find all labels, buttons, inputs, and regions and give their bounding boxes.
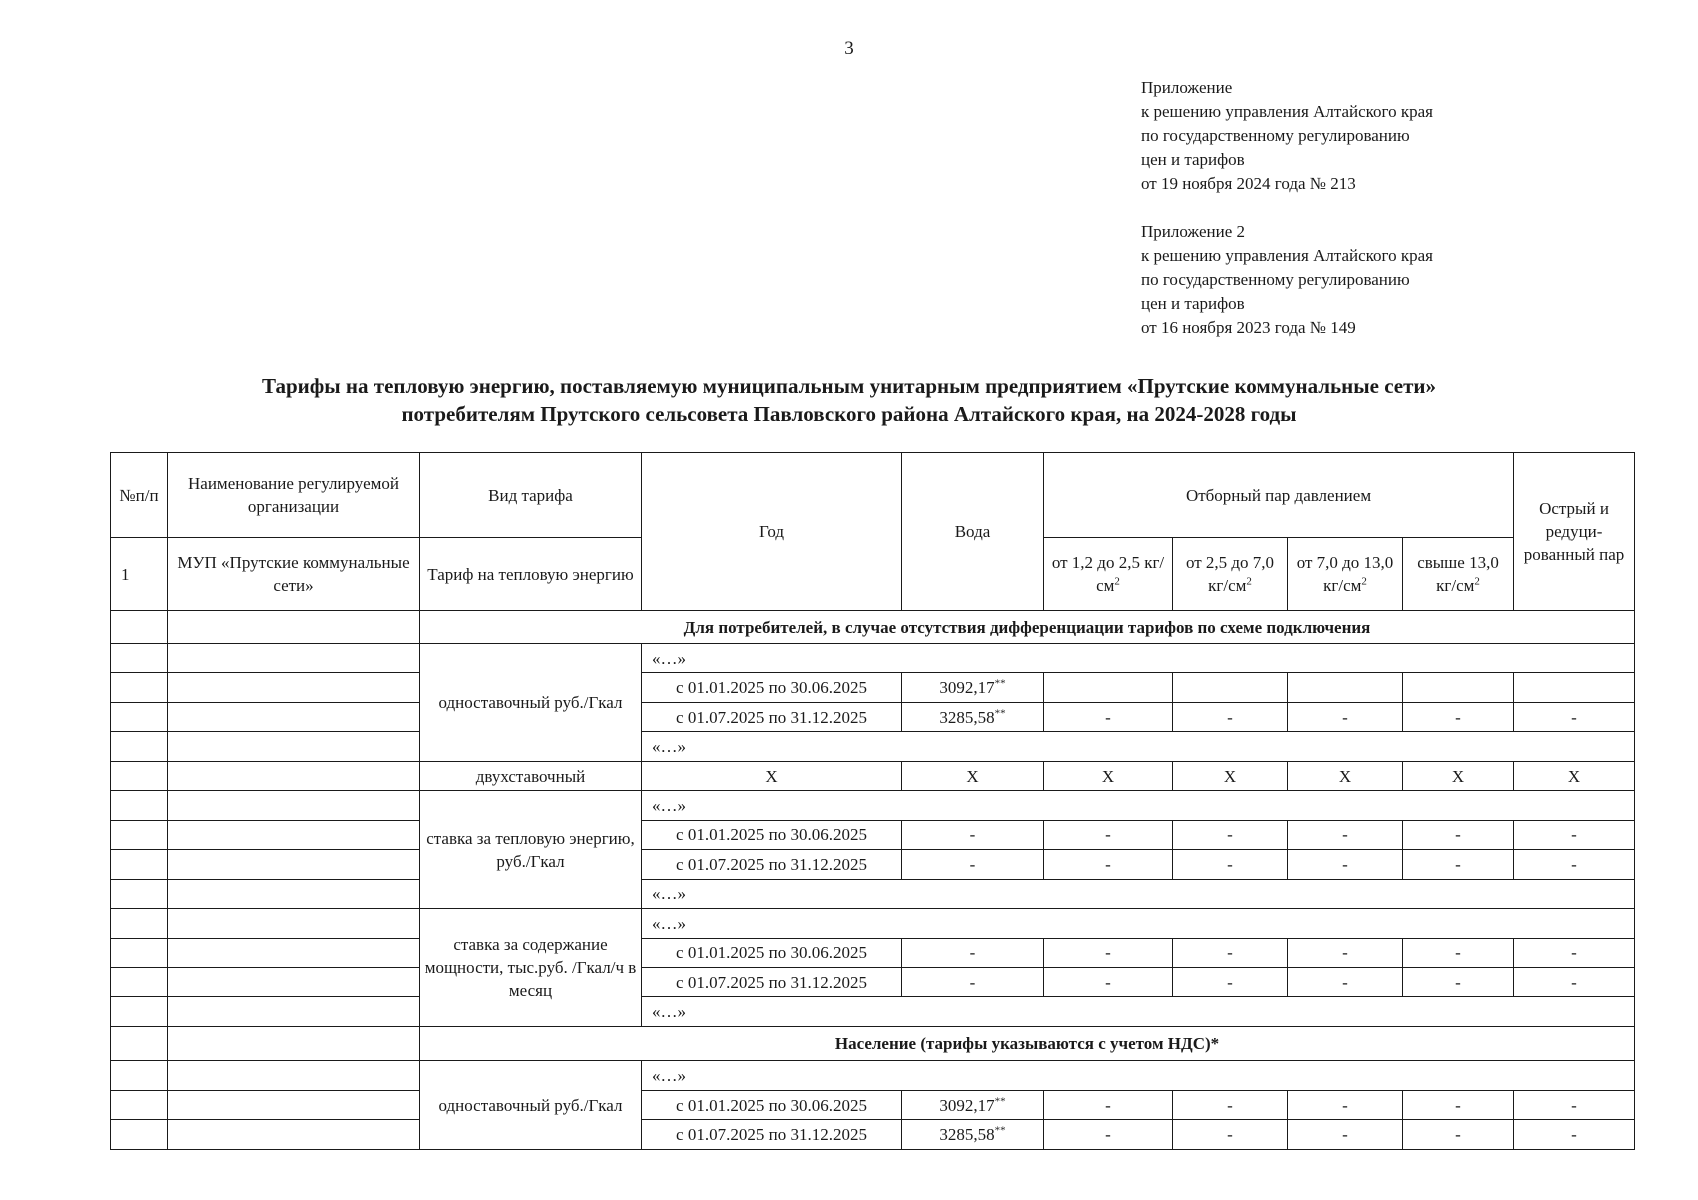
header-steam-4: свыше 13,0 $кг/см^2$ — [1403, 538, 1514, 611]
tariff-kind-single: одноставочный руб./Гкал — [420, 643, 642, 761]
dash-cell: - — [902, 967, 1044, 996]
dash-cell: - — [1173, 1120, 1288, 1150]
dash-cell: - — [1044, 850, 1173, 879]
dash-cell: - — [1403, 1090, 1514, 1119]
appendix-1-line: к решению управления Алтайского края — [1141, 102, 1433, 121]
section-header: Для потребителей, в случае отсутствия дифференциации тарифов по схеме подключения — [420, 611, 1635, 644]
header-sharp-steam: Острый и редуци-рованный пар — [1514, 453, 1635, 611]
ellipsis: «…» — [642, 879, 1635, 908]
dash-cell: - — [1288, 702, 1403, 731]
appendix-note-1 — [1141, 76, 1433, 196]
appendix-note-2 — [1141, 220, 1433, 340]
appendix-1-line: цен и тарифов — [1141, 150, 1245, 169]
dash-cell: - — [1514, 967, 1635, 996]
org-row-org: МУП «Прутские коммунальные сети» — [168, 538, 420, 611]
header-num: №п/п — [111, 453, 168, 538]
header-steam: Отборный пар давлением — [1044, 453, 1514, 538]
x-cell: X — [1403, 761, 1514, 790]
dash-cell: - — [1044, 967, 1173, 996]
dash-cell: - — [1288, 1090, 1403, 1119]
dash-cell: - — [1173, 967, 1288, 996]
tariff-kind-single: одноставочный руб./Гкал — [420, 1061, 642, 1150]
page-number: 3 — [844, 38, 854, 59]
tariff-kind-heat-rate: ставка за тепловую энергию, руб./Гкал — [420, 791, 642, 909]
dash-cell: - — [1514, 938, 1635, 967]
period: с 01.01.2025 по 30.06.2025 — [642, 938, 902, 967]
water-value: 3092,17** — [902, 1090, 1044, 1119]
appendix-2-line: Приложение 2 — [1141, 222, 1245, 241]
dash-cell: - — [1044, 1090, 1173, 1119]
dash-cell: - — [1044, 820, 1173, 849]
title-line-1: Тарифы на тепловую энергию, поставляемую муниципальным унитарным предприятием «Прутские коммунальные сети» — [261, 374, 1437, 398]
dash-cell: - — [1403, 967, 1514, 996]
period: с 01.07.2025 по 31.12.2025 — [642, 967, 902, 996]
dash-cell: - — [1514, 820, 1635, 849]
header-steam-2: от 2,5 до 7,0 $кг/см^2$ — [1173, 538, 1288, 611]
dash-cell: - — [1173, 820, 1288, 849]
x-cell: X — [1044, 761, 1173, 790]
dash-cell: - — [1403, 1120, 1514, 1150]
dash-cell: - — [902, 820, 1044, 849]
org-row-kind: Тариф на тепловую энергию — [420, 538, 642, 611]
appendix-1-line: по государственному регулированию — [1141, 126, 1410, 145]
section-header: Население (тарифы указываются с учетом НДС)* — [420, 1026, 1635, 1061]
ellipsis: «…» — [642, 909, 1635, 938]
ellipsis: «…» — [642, 1061, 1635, 1090]
dash-cell: - — [1288, 820, 1403, 849]
dash-cell: - — [1173, 1090, 1288, 1119]
water-value: 3285,58** — [902, 702, 1044, 731]
dash-cell: - — [1514, 850, 1635, 879]
appendix-2-line: к решению управления Алтайского края — [1141, 246, 1433, 265]
dash-cell: - — [1403, 820, 1514, 849]
dash-cell: - — [902, 938, 1044, 967]
dash-cell: - — [1173, 850, 1288, 879]
dash-cell: - — [1173, 938, 1288, 967]
dash-cell: - — [1288, 967, 1403, 996]
ellipsis: «…» — [642, 732, 1635, 761]
appendix-1-line: от 19 ноября 2024 года № 213 — [1141, 174, 1356, 193]
x-cell: X — [1514, 761, 1635, 790]
period: с 01.01.2025 по 30.06.2025 — [642, 673, 902, 702]
period: с 01.07.2025 по 31.12.2025 — [642, 1120, 902, 1150]
dash-cell: - — [1044, 702, 1173, 731]
dash-cell: - — [1514, 1090, 1635, 1119]
period: с 01.07.2025 по 31.12.2025 — [642, 850, 902, 879]
appendix-2-line: от 16 ноября 2023 года № 149 — [1141, 318, 1356, 337]
header-steam-3: от 7,0 до 13,0 $кг/см^2$ — [1288, 538, 1403, 611]
header-kind: Вид тарифа — [420, 453, 642, 538]
title-line-2: потребителям Прутского сельсовета Павловского района Алтайского края, на 2024-2028 годы — [401, 402, 1297, 426]
dash-cell: - — [1514, 702, 1635, 731]
x-cell: X — [1173, 761, 1288, 790]
dash-cell: - — [1403, 850, 1514, 879]
ellipsis: «…» — [642, 997, 1635, 1026]
document-title — [0, 372, 1698, 428]
tariff-kind-capacity-rate: ставка за содержание мощности, тыс.руб. /Гкал/ч в месяц — [420, 909, 642, 1027]
header-year: Год — [642, 453, 902, 611]
tariff-kind-double: двухставочный — [420, 761, 642, 790]
header-steam-1: от 1,2 до 2,5 $кг/см^2$ — [1044, 538, 1173, 611]
dash-cell: - — [1403, 938, 1514, 967]
header-org: Наименование регулируемой организации — [168, 453, 420, 538]
dash-cell: - — [1044, 1120, 1173, 1150]
water-value: 3285,58** — [902, 1120, 1044, 1150]
x-cell: X — [1288, 761, 1403, 790]
dash-cell: - — [1288, 938, 1403, 967]
water-value: 3092,17** — [902, 673, 1044, 702]
tariff-table — [110, 452, 1635, 1150]
dash-cell: - — [1514, 1120, 1635, 1150]
dash-cell: - — [1044, 938, 1173, 967]
x-cell: X — [642, 761, 902, 790]
dash-cell: - — [1403, 702, 1514, 731]
x-cell: X — [902, 761, 1044, 790]
dash-cell: - — [1173, 702, 1288, 731]
period: с 01.01.2025 по 30.06.2025 — [642, 1090, 902, 1119]
org-row-num: 1 — [111, 538, 168, 611]
dash-cell: - — [902, 850, 1044, 879]
appendix-2-line: цен и тарифов — [1141, 294, 1245, 313]
ellipsis: «…» — [642, 791, 1635, 820]
header-water: Вода — [902, 453, 1044, 611]
appendix-2-line: по государственному регулированию — [1141, 270, 1410, 289]
period: с 01.07.2025 по 31.12.2025 — [642, 702, 902, 731]
dash-cell: - — [1288, 850, 1403, 879]
appendix-1-line: Приложение — [1141, 78, 1233, 97]
dash-cell: - — [1288, 1120, 1403, 1150]
ellipsis: «…» — [642, 643, 1635, 672]
period: с 01.01.2025 по 30.06.2025 — [642, 820, 902, 849]
